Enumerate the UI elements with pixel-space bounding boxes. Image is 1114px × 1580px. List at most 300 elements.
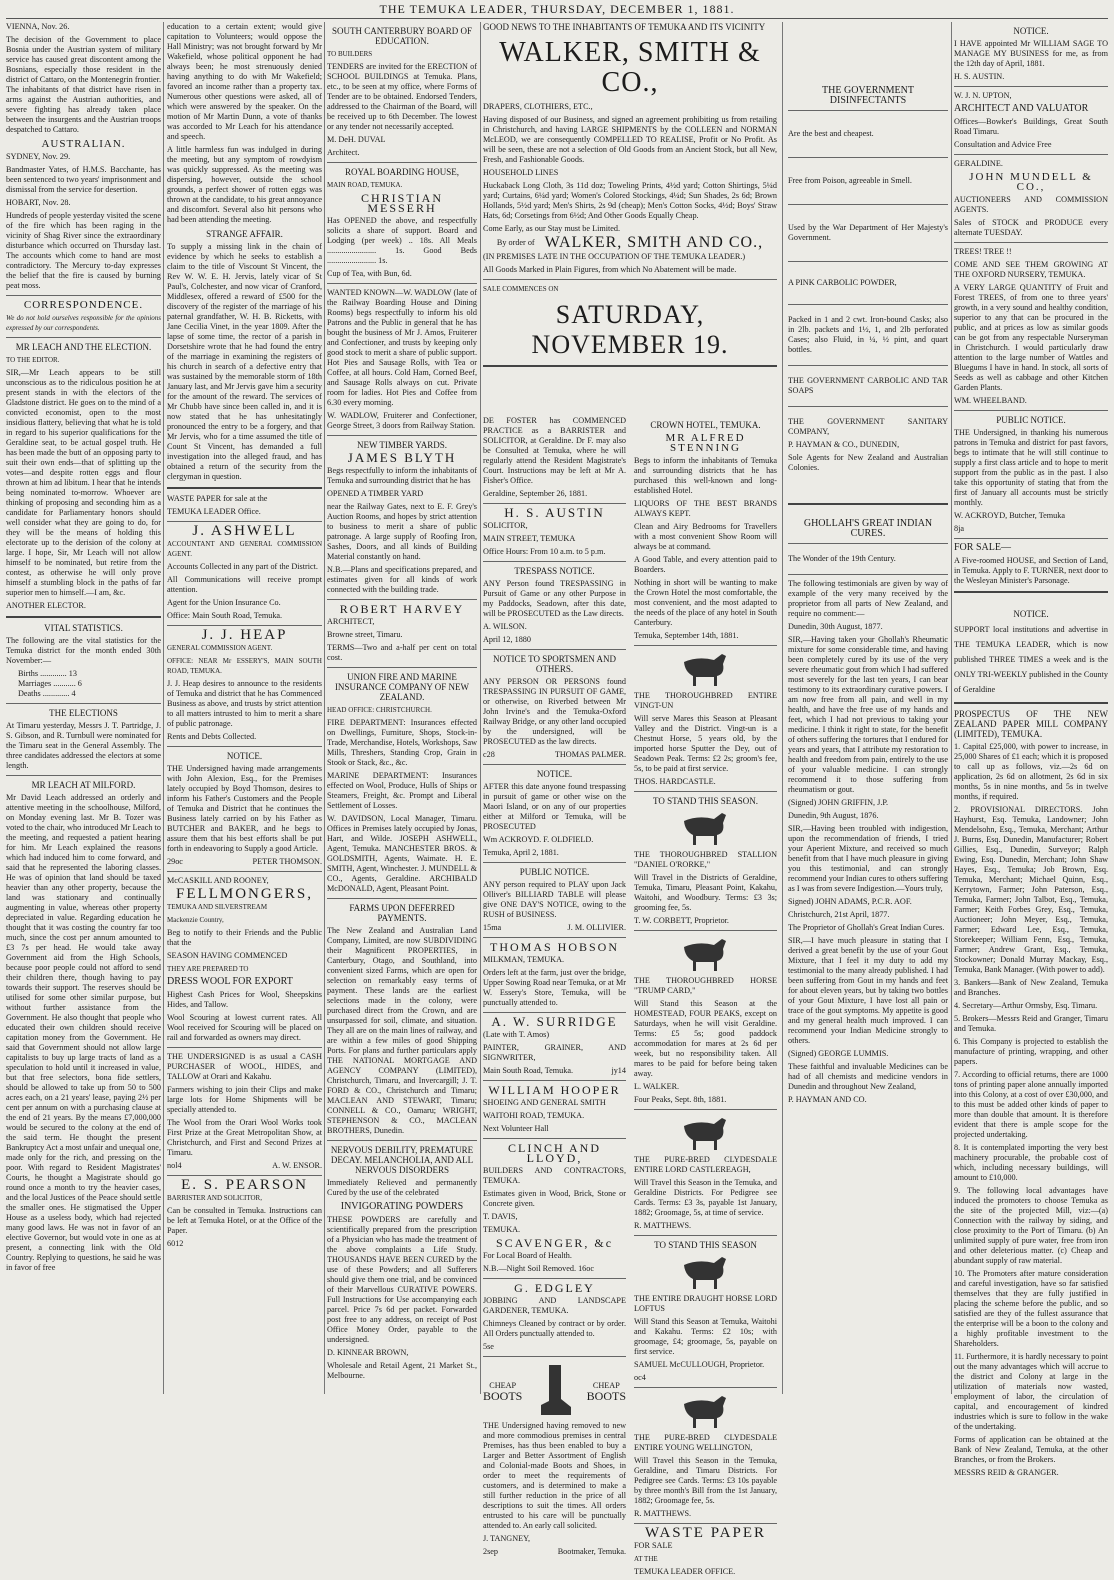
boot-icon [535, 1363, 575, 1419]
clinch-title: BUILDERS AND CONTRACTORS, TEMUKA. [483, 1166, 626, 1185]
t2-signed: Signed) JOHN ADAMS, P.C.R. AOF. [788, 897, 912, 906]
column-2 [167, 22, 322, 1394]
t3-to: The Proprietor of Ghollah's Great Indian Cures. [788, 923, 945, 932]
horse-icon [634, 1114, 777, 1152]
t1-signed: (Signed) JOHN GRIFFIN, J.P. [788, 798, 889, 807]
packed-text: Packed in 1 and 2 cwt. Iron-bound Casks; also in 2lb. packets and 1½, 1, and 2lb perforated Cases; also Fluid, in ¼, ½ pint, and quart bottles. [788, 315, 948, 354]
divider [954, 242, 1108, 243]
heap-rents: Rents and Debts Collected. [167, 732, 257, 741]
notice-heading: NOTICE. [226, 751, 263, 761]
cheap-label: CHEAP [592, 1381, 620, 1390]
divider [167, 625, 322, 626]
clinch-name: CLINCH AND LLOYD, [507, 1141, 601, 1165]
edgley-name: G. EDGLEY [514, 1281, 595, 1295]
ensor-text: THE UNDERSIGNED is as usual a CASH PURCHASER of WOOL, HIDES, and TALLOW at Orari and Kakahu. [167, 1052, 322, 1081]
kinnear-address: Wholesale and Retail Agent, 21 Market St., Melbourne. [327, 1361, 477, 1380]
household-items: Huckaback Long Cloth, 3s 11d doz; Toweling Prints, 4½d yard; Cotton Shirtings, 5¼d yard; Curtains, 6¼d yard; Women's Colored Stockings, 4¼d; Sun Shades, 2s 6d; Brown Hollands, 5½d yard; Men's Shirts, 2s 9d (cheap); Men's Cotton Socks, 4½d; Boys' Straw Hats, 6d; Corsetings from 6½d; And Other Goods Equally Cheap. [483, 181, 777, 220]
to-editor: TO THE EDITOR. [6, 356, 60, 364]
tangney-name: J. TANGNEY, [483, 1534, 531, 1543]
divider [954, 591, 1108, 593]
union-fire: FIRE DEPARTMENT: Insurances effected on Dwellings, Furniture, Shops, Stock-in-Trade, Merchandise, Hotels, Workshops, Saw Mills, Threshers, Standing Crop, Grain in Stook or Stack, &c., &c. [327, 718, 477, 767]
walker-smith-order: WALKER, SMITH AND CO., [544, 234, 764, 251]
billiard-signature [483, 923, 626, 933]
ensor-name: A. W. ENSOR. [272, 1161, 322, 1170]
board-heading: SOUTH CANTERBURY BOARD OF EDUCATION. [332, 26, 472, 46]
harvey-terms: TERMS—Two and a-half per cent on total cost. [327, 643, 477, 662]
divider [634, 1235, 777, 1236]
milford-text: Mr David Leach addressed an orderly and attentive meeting in the schoolhouse, Milford, on Monday evening last. Mr B. Tozer was voted to the chair, who introduced Mr Leach to the meeting, and requested a patient hearing for him. Mr Leach explained the reasons which had induced him to come forward, and said that he represented the laboring classes. He was of opinion that land should be taxed heavier than any other property, because the land was stationary and continually augmenting in value, whereas other property depreciated in value. Regarding education he thought that it was costing the country far too much, since the cost per annum amounted to £3 7s per head. He would take away Government aid from the High Schools, because poor people could not afford to send their children there, though having to pay towards their support. The reserves should be utilised for some other similar purpose, but without further assistance from the Government. He also thought that people who educated their own children should receive capitation money from the Government. He said that Government should not allow large capitalists to buy up large tracts of land as a speculation to hold until it increased in value, but that free selectors, bona fide settlers, should be allowed to take up from 50 to 500 acres each, on a 21 years' lease, paying 2½ per cent per annum on with a purchasing clause at the end of 21 years. By the means £7,000,000 would be secured to the colony at the end of the said term. He thought the present Bankruptcy Act a most unfair and unequal one, made only for the rich, and pressing on the poor. With regard to Resident Magistrates' Courts, he thought a Magistrate should go round once a month to try the heavier cases, and the local Justices of the Peace should settle the smaller ones. He stigmatised the Upper House as a useless body, which had rejected many good laws. He was not in favor of an elective Governor, but would vote in one as at present, a connecting link with the Old Country. Replying to questions, he said he was in favor of free [6, 793, 161, 1272]
foster-text: DE FOSTER has COMMENCED PRACTICE as a BARRISTER and SOLICITOR, at Geraldine. Dr F. may also be Consulted at Temuka, where he will regularly attend the Resident Magistrate's Court. Instructions may be left at Mr A. Fisher's Office. [483, 416, 626, 485]
thomson-signature [167, 857, 322, 867]
paper-7: 7. According to official returns, there are 1000 tons of printing paper alone annually imported into this Colony, at a cost of over £30,000, and to this must be added other kinds of paper to more than double that amount. It is therefore evident that there is ample scope for the projected undertaking. [954, 1070, 1108, 1139]
royal-sub: MAIN ROAD, TEMUKA. [327, 181, 403, 189]
cheap-boots-header [483, 1361, 626, 1421]
strange-affair-heading: STRANGE AFFAIR. [206, 229, 283, 239]
divider [954, 154, 1108, 155]
divider [634, 1109, 777, 1110]
surridge-code: jy14 [611, 1066, 626, 1075]
sole-agents: Sole Agents for New Zealand and Australian Colonies. [788, 453, 948, 472]
divider [634, 1523, 777, 1524]
hardcastle: THOS. HARDCASTLE. [634, 777, 716, 786]
surridge-address: Main South Road, Temuka. [483, 1066, 574, 1075]
for-sale-text: A Five-roomed HOUSE, and Section of Land, in Temuka. Apply to F. TURNER, next door to the Wesleyan Minister's Parsonage. [954, 556, 1108, 585]
leach-letter: SIR,—Mr Leach appears to be still unconscious as to the ridiculous position he at present stands in with the electors of the Gladstone district. He goes on to the mind of a convicted economist, open to the most insidious flattery, believing that what he is told in regard to his superior qualifications for the Geraldine seat, to be actual gospel truth. He has been made the butt of an opposing party to suit their own ends—that of splitting up the votes—and despite rotten eggs and flour thrown at him ad libitum. I hear that he intends being nominated to-morrow. Whoever are thinking of proposing and seconding him as a candidate for Parliamentary honors should well consider what they are going to do, for they will be the means of holding this electorate up to the derision of the colony at large. I hope, Sir, Mr Leach will not allow himself to be nominated, but retire from the contest, as otherwise he will only prove himself a stumbling block in the paths of far superior men to himself.—I am, &c. [6, 368, 161, 597]
heap-title: GENERAL COMMISSION AGENT. [167, 644, 273, 652]
tangney-line [483, 1547, 626, 1557]
australian-heading: AUSTRALIAN. [41, 138, 126, 150]
waste-paper-office: TEMUKA LEADER Office. [167, 507, 261, 516]
strange-affair-text: To supply a missing link in the chain of evidence by which he seeks to establish a claim to the title of Viscount St Vincent, the Rev W. W. E. H. Jervis, lately vicar of St Paul's, Colchester, and now vicar of Cranford, Middlesex, offered a reward of £500 for the discovery of the register of the marriage of his paternal grandfather, W. H. B. Ricketts, with Jane Cecilia Vinet, in the year 1809. After the lapse of some time, the rector of a parish in Dorsetshire wrote that he had found the entry of the marriage in examining the registers of his church in search of a defective entry that was sustained by the memorable storm of 18th January last, and Mr Jervis gave him a security for the amount of the reward. The services of Mr Chubb have since been called in, and it is now stated that he has unhesitatingly pronounced the entry to be a forgery, and that Mr Jervis, who for a time assumed the title of Count St Vincent, has demanded a full investigation into the alleged fraud, and has obtained a return of the security from the clergyman in question. [167, 242, 322, 481]
mundell-name: JOHN MUNDELL & CO., [969, 171, 1093, 193]
heap-text: J. J. Heap desires to announce to the residents of Temuka and district that he has Commenced Business as above, and trusts by strict attention to all matters intrusted to him to merit a share of public patronage. [167, 679, 322, 728]
trees: TREES! TREE !! [954, 247, 1012, 256]
farms-text: The New Zealand and Australian Land Company, Limited, are now SUBDIVIDING their Magnificent PROPERTIES, in Canterbury, Otago, and Southland, into convenient sized Farms, which are open for selection on remarkably easy terms of payment. These lands are the earliest selections made in the colony, were purchased direct from the Crown, and are unsurpassed for soil, climate, and situation. They all are on the main lines of railway, and are within a few miles of good Shipping Ports. For plans and further particulars apply THE NATIONAL MORTGAGE AND AGENCY COMPANY (LIMITED), Christchurch, Timaru, and Invercargill; J. T. FORD & CO., Christchurch and Timaru; MACLEAN AND STEWART, Timaru; CONNELL & CO., Oamaru; WRIGHT, STEPHENSON & CO., MACLEAN BROTHERS, Dunedin. [327, 926, 477, 1135]
paper-4: 4. Secretary—Arthur Ormsby, Esq. Timaru. [954, 1001, 1098, 1010]
notice-signers: Wm ACKROYD. F. OLDFIELD. [483, 835, 594, 844]
divider [483, 279, 777, 280]
messerh-name: CHRISTIAN MESSERH [360, 191, 443, 215]
closing-sign: P. HAYMAN AND CO. [788, 1095, 867, 1104]
paper-10: 10. The Promoters after mature consideration and careful investigation, have so far satisfied themselves that they are fully justified in placing the scheme before the public, and so satisfied are they of the fullest assurance that the enterprise will be a boon to the colony and a highly profitable investment to the Shareholders. [954, 1269, 1108, 1348]
divider [788, 574, 948, 575]
divider [788, 110, 948, 111]
hobart-dateline: HOBART, Nov. 28. [6, 198, 71, 207]
support-text: SUPPORT local institutions and advertise in THE TEMUKA LEADER, which is now published THREE TIMES a week and is the ONLY TRI-WEEKLY published in the County of Geraldine [954, 625, 1108, 694]
sportsmen-signature [483, 750, 626, 760]
hobart-text: Hundreds of people yesterday visited the scene of the fire which has been raging in the vicinity of Shag River since the extraordinary disturbance which occurred on Thursday last. The accounts which come to hand are most contradictory. The Mercury to-day expresses the belief that the fire is caused by burning peat moss. [6, 211, 161, 290]
pearson-text: Can be consulted in Temuka. Instructions can be left at Temuka Hotel, or at the Office of the Paper. [167, 1206, 322, 1235]
austin-title: SOLICITOR, [483, 521, 528, 530]
ashwell-line-3: Agent for the Union Insurance Co. [167, 598, 281, 607]
upton-consult: Consultation and Advice Free [954, 140, 1052, 149]
column-3 [327, 22, 477, 1394]
vienna-text: The decision of the Government to place Bosnia under the Austrian system of military service has caused great discontent among the Bosnians, especially those resident in the district of Cattaro, on the Montenegrin frontier. The inhabitants of that district have risen in arms against the Austrian authorities, and severe fighting has already taken place between the insurgents and the Austrian troops despatched to Cattaro. [6, 35, 161, 134]
wheelband: WM. WHEELBAND. [954, 396, 1027, 405]
ollivier-name: J. M. OLLIVIER. [567, 923, 626, 932]
billiard-code: 15ma [483, 923, 502, 932]
divider [954, 410, 1108, 411]
divider [327, 1140, 477, 1141]
wadlow-text: WANTED KNOWN—W. WADLOW (late of the Railway Boarding House and Dining Rooms) begs respectfully to inform his old Patrons and the Public in general that he has bought the business of Mr J. Amos, Fruiterer and Confectioner, and trusts by keeping only good stock to merit a share of public support. Hot Pies and Sausage Rolls, with Tea or Coffee, at all hours. Cold Ham, Corned Beef, and Sausage Rolls always on cut. Private room for ladies. Hot Pies and Coffee from 6.30 every morning. [327, 288, 477, 407]
ashwell-line-4: Office: Main South Road, Temuka. [167, 611, 283, 620]
edgley-text: Chimneys Cleaned by contract or by order. All Orders punctually attended to. [483, 1319, 626, 1338]
correspondence-note: We do not hold ourselves responsible for the opinions expressed by our correspondents. [6, 314, 161, 332]
free-poison: Free from Poison, agreeable in Smell. [788, 176, 912, 185]
vital-text: The following are the vital statistics for the Temuka district for the month ended 30th November:— [6, 636, 161, 665]
upton-offices: Offices—Bowker's Buildings, Great South Road Timaru. [954, 117, 1108, 136]
notice-heading-6: NOTICE. [1013, 26, 1049, 36]
divider [167, 1047, 322, 1048]
crown-rooms: Clean and Airy Bedrooms for Travellers with a most convenient Show Room will always be at command. [634, 522, 777, 551]
paper-2: 2. PROVISIONAL DIRECTORS. John Hayhurst, Esq. Temuka, Landowner; John Mendelsohn, Esq., Temuka, Merchant; Arthur J. Burns, Esq. Dunedin, Manufacturer; Robert Gillies, Esq., Dunedin, Surveyor; Ralph Ewing, Esq. Dunedin, Merchant; John Shaw Hayes, Esq., Temuka; Job Brown, Esq. Temuka, Merchant; Michael Quinn, Esq., Kerrytown, Farmer; John Paterson, Esq., Temuka, Farmer; John Talbot, Esq., Temuka, Farmer; Keith Forbes Grey, Esq., Temuka, Auctioneer; John Meyer, Esq., Temuka, Farmer; Edward Lee, Esq., Temuka, Storekeeper; William Fenn, Esq., Temuka, Farmer; Andrew Grant, Esq., Temuka, Stockowner; Donald Murray Mackay, Esq., Temuka, Bank Manager. (With power to add). [954, 805, 1108, 974]
vingt-heading: THE THOROUGHBRED ENTIRE VINGT-UN [634, 691, 777, 710]
notice-text-2: AFTER this date anyone found trespassing in pursuit of game or other wise on the Maori Island, or on any of our properties either at Milford or Temuka, will be PROSECUTED [483, 782, 626, 831]
divider [788, 204, 948, 205]
boots-label: BOOTS [483, 1389, 523, 1403]
hooper-title: SHOEING AND GENERAL SMITH [483, 1098, 606, 1107]
for-sale: FOR SALE— [954, 542, 1011, 553]
good-news: GOOD NEWS TO THE INHABITANTS OF TEMUKA AND ITS VICINITY [483, 22, 766, 32]
hooper-name: WILLIAM HOOPER [488, 1083, 621, 1097]
divider [483, 1012, 626, 1013]
pink-carbolic: A PINK CARBOLIC POWDER, [788, 278, 897, 287]
divider [6, 703, 161, 704]
notice-date-2: Temuka, April 2, 1881. [483, 848, 559, 857]
paper-11: 11. Furthermore, it is hardly necessary to point out the many advantages which will accrue to the district and Colony at large in the utilization of materials now wasted, employment of labor, the circulation of capital, and encouragement of kindred industries which is sure to follow in the wake of the undertaking. [954, 1352, 1108, 1431]
hobson-title: MILKMAN, TEMUKA. [483, 955, 565, 964]
milford-continued-2: A little harmless fun was indulged in during the meeting, but any symptom of rowdyism was quickly suppressed. As the meeting was dispersing, however, outside the school grounds, a perfect shower of rotten eggs was thrown at the candidate, to his great annoyance and discomfort. Several also hit persons who had been attending the meeting. [167, 145, 322, 224]
tangney-code: 2sep [483, 1547, 499, 1556]
cheap-label: CHEAP [489, 1381, 517, 1390]
order-line [483, 234, 777, 251]
waste-for-sale: FOR SALE [634, 1541, 673, 1550]
ashwell-line-2: All Communications will receive prompt attention. [167, 575, 322, 594]
paper-8: 8. It is contemplated importing the very best machinery procurable, the probable cost of which, including necessary buildings, will amount to £10,000. [954, 1143, 1108, 1182]
ensor-code: nol4 [167, 1161, 182, 1170]
disinfectants-heading: THE GOVERNMENT DISINFECTANTS [822, 85, 914, 106]
vital-heading: VITAL STATISTICS. [44, 623, 123, 633]
austin-hours: Office Hours: From 10 a.m. to 5 p.m. [483, 547, 606, 556]
trespass-sign: A. WILSON. [483, 622, 527, 631]
blyth-text: Begs respectfully to inform the inhabitants of Temuka and surrounding district that he has [327, 466, 477, 485]
paper-5: 5. Brokers—Messrs Reid and Granger, Timaru and Temuka. [954, 1014, 1108, 1033]
divider [483, 764, 626, 765]
board-text: TENDERS are invited for the ERECTION of SCHOOL BUILDINGS at Temuka. Plans, etc., to be seen at my office, where Forms of Tender are to be obtained. Endorsed Tenders, addressed to the Chairman of the Board, will be received up to 6th December. The lowest or any tender not necessarily accepted. [327, 62, 477, 131]
wadlow-signature: W. WADLOW, Fruiterer and Confectioner, George Street, 3 doors from Railway Station. [327, 411, 477, 430]
scavenger: SCAVENGER, &c [495, 1236, 614, 1250]
walker-l: L. WALKER. [634, 1082, 680, 1091]
pearson-code: 6012 [167, 1239, 184, 1248]
vienna-dateline: VIENNA, Nov. 26. [6, 22, 70, 31]
boots-label: BOOTS [586, 1389, 626, 1403]
sydney-text: Bandmaster Yates, of H.M.S. Bacchante, has been sentenced to two years' imprisonment and dismissal from the service for desertion. [6, 165, 161, 194]
milford-heading: MR LEACH AT MILFORD. [31, 780, 136, 790]
column-rule [782, 22, 783, 1394]
ensor-text-3: The Wool from the Orari Wool Works took First Prize at the Great Metropolitan Show, at Christchurch, and First and Second Prizes at Timaru. [167, 1118, 322, 1157]
tangney-text: THE Undersigned having removed to new and more commodious premises in central Premises, has thus been enabled to buy a Larger and Better Assortment of English and Colonial-made Boots and Shoes, in order to meet the requirements of customers, and is determined to make a still further reduction in the price of all descriptions to suit the times. All orders entrusted to his care will be punctually attended to. An early call solicited. [483, 1421, 626, 1530]
divider [483, 1278, 626, 1279]
hayman-name: P. HAYMAN & CO., DUNEDIN, [788, 440, 900, 449]
divider [954, 86, 1108, 87]
thomson-name: PETER THOMSON. [252, 857, 322, 866]
scavenger-note: N.B.—Night Soil Removed. 16oc [483, 1264, 594, 1273]
austin-sign: H. S. AUSTIN. [954, 72, 1005, 81]
divider [483, 1138, 626, 1139]
divider [954, 538, 1108, 539]
thomson-code: 29oc [167, 857, 183, 866]
trump-text: Will Stand this Season at the HOMESTEAD, FOUR PEAKS, except on Saturdays, when he will visit Geraldine. Terms: £5 5s; good paddock accommodation for mares at 2s 6d per week, but no responsibility taken. All mares to be paid for before being taken away. [634, 999, 777, 1078]
orourke-text: Will Travel in the Districts of Geraldine, Temuka, Timaru, Pleasant Point, Kakahu, Waitohi, and Woodbury. Terms: £3 3s; grooming fee, 5s. [634, 873, 777, 912]
union-head-office: HEAD OFFICE: CHRISTCHURCH. [327, 706, 432, 714]
divider [634, 1387, 777, 1388]
nervous-text-2: THESE POWDERS are carefully and scientifically prepared from the prescription of a Physician who has made the treatment of the above complaints a Life Study. THOUSANDS HAVE BEEN CURED by the use of these Powders; and all Sufferers should give them one trial, and be convinced of their Marvellous CURATIVE POWERS. Full Instructions for Use accompanying each parcel. Price 7s 6d per packet. Forwarded post free to any address, on receipt of Post Office Money Order, payable to the undersigned. [327, 1215, 477, 1344]
carbolic-soaps: THE GOVERNMENT CARBOLIC AND TAR SOAPS [788, 376, 948, 395]
paper-6: 6. This Company is projected to establish the manufacture of printing, wrapping, and other papers. [954, 1037, 1108, 1066]
divider [788, 406, 948, 407]
waste-office: TEMUKA LEADER OFFICE. [634, 1567, 736, 1576]
divider [788, 304, 948, 305]
column-rule [324, 22, 325, 1394]
divider [327, 599, 477, 600]
elections-text: At Timaru yesterday, Messrs J. T. Partridge, J. S. Gibson, and R. Turnbull were nominated for the Timaru seat in the General Assembly. The three candidates addressed the electors at some length. [6, 721, 161, 770]
divider [788, 365, 948, 366]
t3-signed: (Signed) GEORGE LUMMIS. [788, 1049, 889, 1058]
mccaskill-title: McCASKILL AND ROONEY, [167, 876, 269, 885]
divider [167, 746, 322, 747]
loftus-text: Will Stand this Season at Temuka, Waitohi and Kakahu. Terms: £2 10s; with groomage, £4; groomage, 5s, payable on first service. [634, 1317, 777, 1356]
letter-signature: ANOTHER ELECTOR. [6, 601, 86, 610]
t2-date: Dunedin, 9th August, 1876. [788, 811, 879, 820]
crown-text: Begs to inform the inhabitants of Temuka and surrounding districts that he has purchased this well-known and long-established Hotel. [634, 456, 777, 495]
wonder: The Wonder of the 19th Century. [788, 554, 896, 563]
waste-paper-ad: WASTE PAPER for sale at the [167, 494, 268, 503]
crown-liquors: LIQUORS OF THE BEST BRANDS ALWAYS KEPT. [634, 499, 777, 518]
column-rule [951, 22, 952, 1394]
public-notice-6: PUBLIC NOTICE. [996, 415, 1066, 425]
sale-date: SATURDAY, NOVEMBER 19. [531, 300, 729, 359]
hobson-name: THOMAS HOBSON [489, 940, 619, 954]
divider [167, 871, 322, 872]
nursery-heading: COME AND SEE THEM GROWING AT THE OXFORD NURSERY, TEMUKA. [954, 260, 1108, 279]
union-agents: W. DAVIDSON, Local Manager, Timaru. Offices in Premises lately occupied by Jonas, Hart, and Wilde. JOSEPH ASHWELL, Agent, Temuka. MANCHESTER BROS. & GOLDSMITH, Agents, Waimate. H. E. SMITH, Agent, Winchester. J. MUNDELL & CO., Agents, Geraldine. ARCHIBALD McDONALD, Agent, Pleasant Point. [327, 814, 477, 893]
heap-office: OFFICE: NEAR Mr ESSERY'S, MAIN SOUTH ROAD, TEMUKA. [167, 657, 322, 675]
notice-heading-6b: NOTICE. [1013, 609, 1049, 619]
horse-icon [634, 650, 777, 688]
davis-name: T. DAVIS, [483, 1212, 518, 1221]
walker-text: Having disposed of our Business, and signed an agreement prohibiting us from retailing in Christchurch, and having LARGE SHIPMENTS by the COLLEEN and NORMAN McLEOD, we are consequently COMPELLED TO REALISE, Profit or No Profit. As will be seen, these are not a selection of Old Goods from an Ancient Stock, but all New, Fresh, and Fashionable Goods. [483, 115, 777, 164]
column-4 [483, 22, 777, 1576]
divider [788, 261, 948, 262]
t3-date: Christchurch, 21st April, 1877. [788, 910, 890, 919]
sydney-dateline: SYDNEY, Nov. 29. [6, 152, 71, 161]
scavenger-text: For Local Board of Health. [483, 1251, 572, 1260]
column-5 [788, 22, 948, 1394]
divider [167, 1175, 322, 1176]
births: Births ............. 13 [18, 669, 77, 678]
trespass-text: ANY Person found TRESPASSING in Pursuit of Game or any other Purpose in my Paddocks, Seadown, after this date, will be PROSECUTED as the Law directs. [483, 579, 626, 618]
surridge-address-line [483, 1066, 626, 1076]
upton-title: ARCHITECT AND VALUATOR [954, 103, 1089, 114]
crown-hotel-heading: CROWN HOTEL, TEMUKA. [650, 420, 761, 430]
ensor-signature [167, 1161, 322, 1171]
farms-heading: FARMS UPON DEFERRED PAYMENTS. [349, 903, 455, 923]
mccaskill-text: Beg to notify to their Friends and the Public that the [167, 928, 322, 947]
austin-name: H. S. AUSTIN [504, 505, 605, 520]
edgley-code: 5se [483, 1342, 494, 1351]
masthead-rule [6, 18, 1108, 19]
surridge-late: (Late with T. Amos) [483, 1030, 550, 1039]
best-cheapest: Are the best and cheapest. [788, 129, 874, 138]
mccaskill-prices: Highest Cash Prices for Wool, Sheepskins Hides, and Tallow. [167, 990, 322, 1009]
upton-name: W. J. N. UPTON, [954, 91, 1012, 100]
mccaskill-scouring: Wool Scouring at lowest current rates. All Wool received for Scouring will be placed on rail and forwarded as owners may direct. [167, 1013, 322, 1042]
dress-wool: DRESS WOOL FOR EXPORT [167, 976, 293, 987]
come-early: Come Early, as our Stay must be Limited. [483, 224, 621, 233]
milford-continued: education to a certain extent; would give capitation to Volunteers; would oppose the Hall Ministry; was not brought forward by Mr Wakefield, whose political opponent he had always been; he most strenuously denied having anything to do with Mr Wakefield; favored an income rather than a property tax. Numerous other questions were asked, all of which were answered by the speaker. On the motion of Mr Martin Dunn, a vote of thanks was accorded to Mr Leach for his attendance and speech. [167, 22, 322, 141]
divider [6, 295, 161, 296]
duval-role: Architect. [327, 148, 360, 157]
paper-9: 9. The following local advantages have induced the promoters to choose Temuka as the site of the projected Mill, viz:—(a) Connection with the railway by siding, and close proximity to the Port of Timaru. (b) An unlimited supply of pure water, free from iron and other deleterious matter. (c) Cheap and abundant supply of raw material. [954, 1186, 1108, 1265]
by-order: By order of [496, 238, 535, 247]
blyth-name: JAMES BLYTH [347, 450, 457, 465]
deaths: Deaths ............. 4 [18, 689, 76, 698]
t1-text: SIR,—Having taken your Ghollah's Rheumatic mixture for some considerable time, and having been completely cured by its use of the very severe rheumatic gout from which I had suffered most severely for the last ten years, I can bear testimony to its extraordinary curative powers. I am now free from all pain, and well in my health, and have the free use of my hands and feet, which I had not previous to taking your medicine. I think it right to state, for the benefit of others suffering the tortures that I endured for years and years, that I attribute my restoration to health and freedom from pain, entirely to the use of your valuable medicine. I can strongly recommend it to those suffering from rheumatism or gout. [788, 635, 948, 794]
paper-brokers: MESSRS REID & GRANGER. [954, 1468, 1059, 1477]
ackroyd-sign: W. ACKROYD, Butcher, Temuka [954, 511, 1065, 520]
mundell-sales: Sales of STOCK and PRODUCE every alternate TUESDAY. [954, 218, 1108, 237]
divider [483, 649, 626, 650]
horse-icon [634, 935, 777, 973]
premises-note: (IN PREMISES LATE IN THE OCCUPATION OF THE TEMUKA LEADER.) [483, 252, 746, 261]
timber-heading: NEW TIMBER YARDS. [356, 440, 448, 450]
mundell-title: AUCTIONEERS AND COMMISSION AGENTS. [954, 195, 1108, 214]
notice-heading-2: NOTICE. [536, 769, 573, 779]
royal-text: Has OPENED the above, and respectfully solicits a share of support. Board and Lodging (per week) .. 18s. All Meals ........................ 1s. Good Beds ........................ 1s. [327, 216, 477, 265]
stenning-name: MR ALFRED STENNING [665, 432, 746, 454]
blyth-opened: OPENED A TIMBER YARD [327, 489, 424, 498]
nervous-heading: NERVOUS DEBILITY, PREMATURE DECAY. MELANCHOLIA, AND ALL NERVOUS DISORDERS [330, 1145, 474, 1175]
divider [6, 337, 161, 338]
ackroyd-code: 8ja [954, 524, 965, 533]
prepared: THEY ARE PREPARED TO [167, 965, 249, 973]
hooper-address: WAITOHI ROAD, TEMUKA. [483, 1111, 585, 1120]
column-4a [483, 416, 626, 1560]
paper-3: 3. Bankers—Bank of New Zealand, Temuka and Branches. [954, 978, 1108, 997]
divider [483, 937, 626, 938]
column-1 [6, 22, 161, 1394]
divider [788, 543, 948, 544]
column-4b [634, 416, 777, 1580]
sale-commences: SALE COMMENCES ON [483, 285, 559, 293]
matthews-2: R. MATTHEWS. [634, 1509, 692, 1518]
closing-text: These faithful and invaluable Medicines can be had of all chemists and medicine vendors in Dunedin and throughout New Zealand, [788, 1062, 948, 1091]
hooper-next: Next Volunteer Hall [483, 1124, 549, 1133]
sportsmen-text: ANY PERSON OR PERSONS found TRESPASSING IN PURSUIT OF GAME, or otherwise, on Riverbed between Mr John Irvine's and the Temuka-Oxford Railway Bridge, or any other land occupied by the undersigned, will be PROSECUTED as the law directs. [483, 677, 627, 746]
austin-address: MAIN STREET, TEMUKA [483, 534, 576, 543]
pearson-name: E. S. PEARSON [181, 1177, 308, 1193]
royal-tea: Cup of Tea, with Bun, 6d. [327, 269, 412, 278]
hobson-text: Orders left at the farm, just over the bridge, Upper Sowing Road near Temuka, or at Mr W. Essery's Store, Temuka, will be punctually attended to. [483, 968, 626, 1007]
war-department: Used by the War Department of Her Majesty's Government. [788, 223, 948, 242]
mccaskill-location-2: Mackenzie Country, [167, 916, 224, 924]
horse-icon [634, 809, 777, 847]
divider [634, 645, 777, 646]
correspondence-heading: CORRESPONDENCE. [23, 299, 144, 311]
ensor-text-2: Farmers wishing to join their Clips and make large lots for Home Shipments will be specially attended to. [167, 1085, 322, 1114]
billiard-notice: ANY person required to PLAY upon Jack Olliver's BILLIARD TABLE will please give ONE DAY'S NOTICE, owing to the RUSH of BUSINESS. [483, 880, 626, 919]
ashwell-line-1: Accounts Collected in any part of the District. [167, 562, 318, 571]
nervous-text: Immediately Relieved and permanently Cured by the use of the celebrated [327, 1178, 477, 1197]
masthead: THE TEMUKA LEADER, THURSDAY, DECEMBER 1, 1881. [379, 2, 735, 16]
horse-icon [634, 1253, 777, 1291]
divider [327, 283, 477, 284]
thomson-notice: THE Undersigned having made arrangements with John Alexion, Esq., for the Premises lately occupied by Boyd Thomson, desires to inform his Father's Customers and the People of Temuka and District that he continues the Business lately carried on by his Father as BUTCHER and BAKER, and he begs to assure them that his best efforts shall be put forth in endeavoring to Supply a good Article. [167, 764, 322, 853]
divider [483, 365, 777, 367]
divider [327, 162, 477, 163]
loftus-code: oc4 [634, 1373, 646, 1382]
spacer [788, 22, 948, 82]
geraldine: GERALDINE. [954, 159, 1003, 168]
kinnear-brown: D. KINNEAR BROWN, [327, 1348, 409, 1357]
divider [483, 561, 626, 562]
divider [483, 862, 626, 863]
stand-season-2: TO STAND THIS SEASON [654, 1240, 757, 1250]
paper-12: Forms of application can be obtained at the Bank of New Zealand, Temuka, at the other Branches, or from the Brokers. [954, 1435, 1108, 1464]
heap-name: J. J. HEAP [201, 627, 288, 643]
divider [634, 930, 777, 931]
cheap-boots-left [483, 1381, 522, 1401]
wellington-text: Will Travel this Season in the Temuka, Geraldine, and Timaru Districts. For Pedigree see Cards. Terms: £3 10s payable by three month's Bill from the 1st January, 1882; Groomage fee, 5s. [634, 1456, 777, 1505]
harvey-address: Browne street, Timaru. [327, 630, 403, 639]
divider [6, 775, 161, 776]
divider [327, 898, 477, 899]
testimonials-intro: The following testimonials are given by way of example of the very many received by the proprietor from all parts of New Zealand, and require no comment:— [788, 579, 948, 618]
elections-heading: THE ELECTIONS [49, 708, 118, 718]
divider [167, 487, 322, 489]
foster-date: Geraldine, September 26, 1881. [483, 489, 588, 498]
trespass-heading: TRESPASS NOTICE. [514, 566, 595, 576]
divider [327, 435, 477, 436]
divider [634, 791, 777, 792]
divider [954, 702, 1108, 704]
castlereagh-text: Will Travel this Season in the Temuka, and Geraldine Districts. For Pedigree see Cards. Terms: £3 3s, payable 1st January, 1882; Groomage, 5s, at time of service. [634, 1178, 777, 1217]
cheap-boots-right [587, 1381, 626, 1401]
crown-date: Temuka, September 14th, 1881. [634, 631, 739, 640]
column-6 [954, 22, 1108, 1477]
drapers: DRAPERS, CLOTHIERS, ETC., [483, 102, 593, 111]
matthews: R. MATTHEWS. [634, 1221, 692, 1230]
trump-heading: THE THOROUGHBRED HORSE "TRUMP CARD," [634, 976, 777, 995]
divider [6, 616, 161, 618]
mccaskill-location: TEMUKA AND SILVERSTREAM [167, 903, 268, 911]
divider [788, 157, 948, 158]
nursery-text: A VERY LARGE QUANTITY of Fruit and Forest TREES, of from one to three years' growth, in a very sound and healthy condition, superior to any that can be procured in the public, and at prices as low as similar goods can be got from any respectable Nurseryman in Christchurch. I would particularly draw attention to the large number of Wattles and Bluegums I have in hand. In stock, all sorts of Seeds as well as cabbage and other Kitchen Garden Plants. [954, 283, 1108, 392]
household-lines: HOUSEHOLD LINES [483, 168, 559, 177]
ashwell-name: J. ASHWELL [192, 523, 297, 539]
wellington-heading: THE PURE-BRED CLYDESDALE ENTIRE YOUNG WELLINGTON, [634, 1433, 777, 1452]
ghollah-heading: GHOLLAH'S GREAT INDIAN CURES. [803, 518, 933, 539]
column-rule [480, 22, 481, 1394]
divider [788, 503, 948, 505]
divider [483, 1356, 626, 1357]
ackroyd-text: THE Undersigned, in thanking his numerous patrons in Temuka and district for past favors, begs to intimate that he will still continue to supply a first class article and to hope to merit support from the public as in the past. I also take this opportunity of stating that from the first of January all accounts must be strictly monthly. [954, 428, 1108, 507]
t1-date: Dunedin, 30th August, 1877. [788, 622, 883, 631]
divider [167, 521, 322, 522]
pearson-title: BARRISTER AND SOLICITOR, [167, 1194, 262, 1202]
sage-notice: I HAVE appointed Mr WILLIAM SAGE TO MANAGE MY BUSINESS for me, as from the 12th day of April, 1881. [954, 39, 1108, 68]
sportsmen-code: c28 [483, 750, 495, 759]
